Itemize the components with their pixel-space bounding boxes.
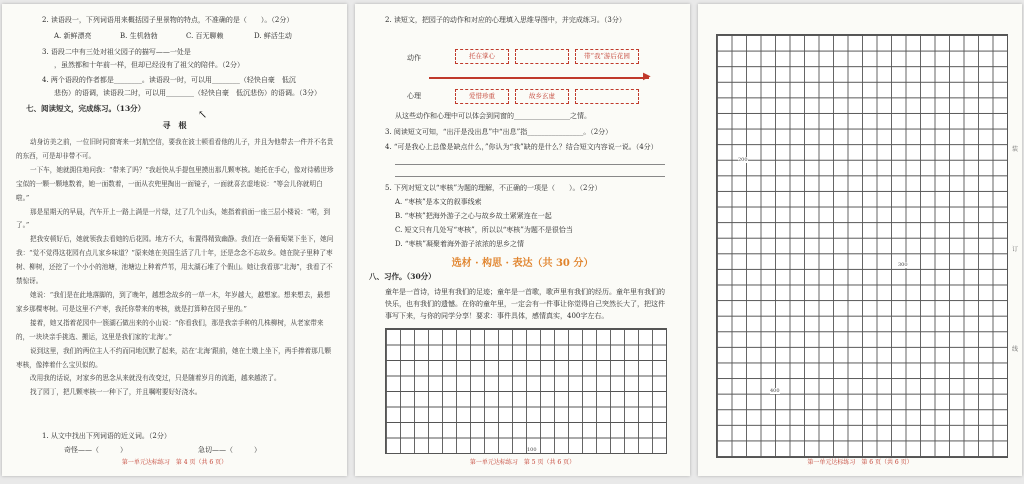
q5-option-d: D. “枣核”凝聚着海外游子浓浓的思乡之情 [395, 240, 524, 248]
q2-option-a: A. 新鲜漂亮 [54, 32, 92, 40]
story-paragraph: 把我安顿好后，她就领我去看她的后花园。地方不大，布置得精致幽静。我们在一条葡萄架下坐下，她问我：“觉不觉得这花园有点儿家乡味道？”原来她在美国生活了几十年，还是念念不忘故乡。她在院子里种了枣树、柳树，还挖了一个小小的池塘，池塘边上种着芦苇，用太湖石堆了个假山。她让我看那“北海”，我看了不禁惊讶。 [16, 235, 334, 286]
q1-pair-2: 急切——（ ） [198, 446, 261, 454]
writing-grid[interactable] [716, 34, 1008, 458]
mind-box-1: 爱惜珍重 [455, 89, 509, 104]
binding-mark: 线 [1011, 346, 1018, 353]
q1-pair-1: 奇怪——（ ） [64, 446, 127, 454]
writing-prompt: 童年是一首诗，诗里有我们的足迹；童年是一首歌，歌声里有我们的经历。童年里有我们的快乐，也有我们的遗憾。在你的童年里，一定会有一件事让你觉得自己突然长大了，把这件事写下来，与你的同学分享！要求：事件具体，感情真实，400字左右。 [385, 288, 665, 320]
question-2: 2. 读短文，把园子的动作和对应的心理填入思维导图中，并完成练习。（3分） [385, 16, 626, 24]
story-paragraph: 说到这里，我们的两位主人不约而同地沉默了起来，站在‘北海’跟前，她在土墩上坐下，两手捧着那几颗枣核，像捧着什么宝贝似的。 [16, 346, 331, 369]
q5-option-c: C. 短文只有几处写“枣核”，所以以“枣核”为题不是很恰当 [395, 226, 573, 234]
question-3: 3. 阅读短文可知，“出汗是没出息”中“出息”指________________。（2分） [385, 128, 613, 136]
q5-option-a: A. “枣核”是本文的叙事线索 [395, 198, 482, 206]
q5-option-b: B. “枣核”把海外游子之心与故乡故土紧紧连在一起 [395, 212, 552, 220]
mouse-cursor-icon: ↖ [198, 108, 208, 121]
q2-option-d: D. 鲜活生动 [254, 32, 292, 40]
grid-count-mark: 400 [770, 388, 780, 394]
action-box-2 [515, 49, 569, 64]
story-paragraph: 她说：“我们是在此地落脚的，到了晚年，越想念故乡的一草一木，年岁越大，越想家。想来想去，最想家乡那棵枣树。可是这里不产枣，我托你带来的枣核，就是打算种在园子里的。” [16, 290, 331, 313]
page-footer: 第一单元达标练习 第 5 页（共 6 页） [469, 459, 576, 466]
exam-page-5 [355, 4, 690, 476]
mindmap-arrow [429, 77, 649, 79]
section-8-heading: 八、习作。（30分） [369, 272, 436, 281]
question-4: 4. “可是我心上总像是缺点什么，”你认为“我”缺的是什么？结合短文内容说一说。（4分） [385, 143, 658, 151]
answer-line [395, 176, 665, 177]
q2-option-b: B. 生机勃勃 [120, 32, 158, 40]
question-4-line-1: 4. 两个语段的作者都是________。读语段一时，可以用________（轻快自豪 低沉 [42, 76, 296, 84]
question-5: 5. 下列对短文以“枣核”为题的理解，不正确的一项是（ ）。（2分） [385, 184, 602, 192]
question-1: 1. 从文中找出下列词语的近义词。（2分） [42, 432, 171, 440]
grid-count-mark: 100 [527, 447, 537, 453]
exam-page-4 [2, 4, 347, 476]
story-title: 寻 根 [162, 120, 187, 130]
binding-mark: 装 [1011, 146, 1018, 153]
mindmap-mind-label: 心理 [407, 92, 421, 100]
story-paragraph: 改用我的话说，对家乡的思念从来就没有改变过，只是随着岁月的流逝，越来越浓了。 [30, 374, 281, 383]
story-paragraph: 一下车，她就拥住地问我：“带来了吗？”我赶快从手提包里摸出那几颗枣核。她托在手心，像对待稀世珍宝似的一颗一颗地数着，她一面数着，一面从衣兜里掏出一面镜子，一面就喜玄虚地说：“等会儿你就明白啦。” [16, 165, 334, 202]
question-4-line-2: 悲伤）的语调，读语段二时，可以用________（轻快自豪 低沉悲伤）的语调。（3分） [54, 89, 321, 97]
grid-count-mark: 300 [898, 262, 908, 268]
question-2: 2. 读语段一，下列词语用来概括园子里景物的特点，不准确的是（ ）。（2分） [42, 16, 294, 24]
writing-grid[interactable] [385, 328, 667, 454]
story-paragraph: 动身访美之前，一位旧时同窗寄来一封航空信，要我在波士顿看看他的儿子，并且为他带去一件并不名贵的东西，可是却非带不可。 [16, 138, 334, 160]
story-paragraph: 找了园丁，把几颗枣核一一种下了，并且嘱咐要好好浇水。 [30, 388, 202, 397]
question-3-line-1: 3. 语段二中有三处对祖父园子的描写——一处是 [42, 48, 191, 56]
exam-page-6 [698, 4, 1022, 476]
story-paragraph: 那是星期天的早晨，汽车开上一路上满是一片绿，过了几个山头，她指着前面一座三层小楼说：“喏，到了。” [16, 207, 331, 230]
question-3-line-2: ，虽然都和十年前一样，但却已经没有了祖父的陪伴。（2分） [54, 61, 244, 69]
section-7-heading: 七、阅读短文，完成练习。（13分） [26, 104, 146, 113]
page-footer: 第一单元达标练习 第 6 页（共 6 页） [807, 459, 913, 466]
page-footer: 第一单元达标练习 第 4 页（共 6 页） [2, 457, 347, 466]
answer-line [395, 164, 665, 165]
q2-option-c: C. 百无聊赖 [186, 32, 224, 40]
action-box-3: 带“我”游后花园 [575, 49, 639, 64]
grid-count-mark: 200 [738, 157, 748, 163]
mind-box-3 [575, 89, 639, 104]
section-banner: 选材 · 构思 · 表达（共 30 分） [451, 258, 594, 269]
story-paragraph: 接着，她又指着花园中一簇湖石做出来的小山说：“你看我们，那是我亲手种的几株柳树，从老家带来的，一块块亲手挑选、搬运，这里是我们家的‘北海’。” [16, 318, 324, 341]
mindmap-action-label: 动作 [407, 54, 421, 62]
mind-box-2: 故乡玄虚 [515, 89, 569, 104]
q2-tail: 从这些动作和心理中可以体会到同窗的________________之情。 [395, 112, 591, 120]
action-box-1: 托在掌心 [455, 49, 509, 64]
binding-mark: 订 [1011, 246, 1018, 253]
arrow-head-icon: ▶ [643, 71, 651, 82]
story-body [16, 136, 334, 400]
